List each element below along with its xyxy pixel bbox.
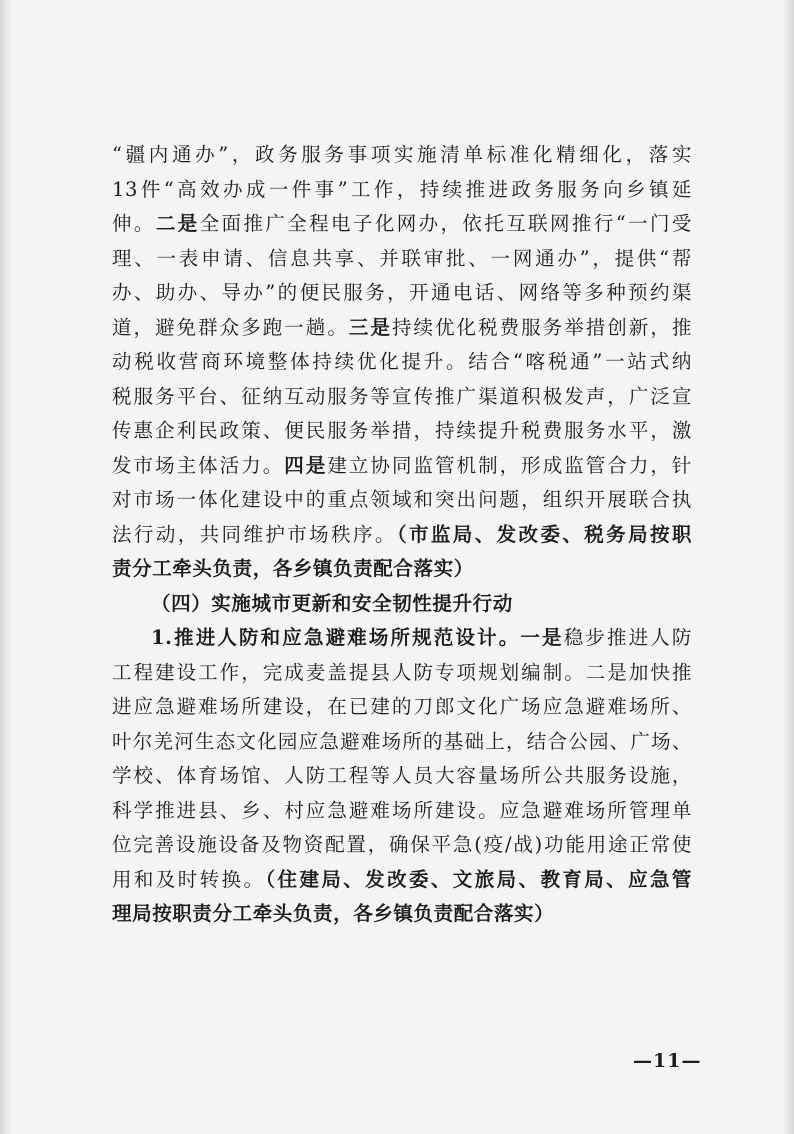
text-line xyxy=(112,518,692,553)
text-line xyxy=(112,207,692,242)
text-run: 科学推进县、乡、村应急避难场所建设。应急避难场所管理单 xyxy=(112,798,692,822)
text-run: 进应急避难场所建设，在已建的刀郎文化广场应急避难场所、 xyxy=(112,695,692,718)
bold-text-run: 二是 xyxy=(155,212,200,235)
text-run: 持续优化税费服务举措创新，推 xyxy=(391,315,692,339)
text-run: 工程建设工作，完成麦盖提县人防专项规划编制。二是加快推 xyxy=(112,660,692,684)
scan-edge-left xyxy=(0,0,12,1134)
bold-text-run: 一是 xyxy=(520,626,564,649)
text-run: 道，避免群众多跑一趟。 xyxy=(112,315,349,339)
section-heading xyxy=(112,587,692,622)
text-line xyxy=(112,863,692,898)
text-line xyxy=(112,897,692,932)
bold-text-run: 责分工牵头负责，各乡镇负责配合落实） xyxy=(112,557,474,580)
document-body xyxy=(112,138,692,932)
text-run: 稳步推进人防 xyxy=(563,626,692,649)
bold-text-run: （市监局、发改委、税务局按职 xyxy=(396,522,692,546)
text-run: 叶尔羌河生态文化园应急避难场所的基础上，结合公园、广场、 xyxy=(112,729,692,753)
scan-edge-right xyxy=(782,0,794,1134)
text-run: 传惠企利民政策、便民服务举措，持续提升税费服务水平，激 xyxy=(112,419,692,442)
text-run: 全面推广全程电子化网办，依托互联网推行“一门受 xyxy=(199,212,692,235)
text-run: 办、助办、导办”的便民服务，开通电话、网络等多种预约渠 xyxy=(112,281,692,304)
text-line xyxy=(112,380,692,415)
bold-text-run: （四）实施城市更新和安全韧性提升行动 xyxy=(151,591,513,615)
text-run: 理、一表申请、信息共享、并联审批、一网通办”，提供“帮 xyxy=(112,246,692,270)
text-line xyxy=(112,173,692,208)
text-run: 用和及时转换。 xyxy=(112,867,266,891)
text-run: 发市场主体活力。 xyxy=(112,453,285,477)
text-line xyxy=(112,414,692,449)
text-line xyxy=(112,552,692,587)
text-run: “疆内通办”，政务服务事项实施清单标准化精细化，落实 xyxy=(112,143,692,166)
text-run: 位完善设施设备及物资配置，确保平急(疫/战)功能用途正常使 xyxy=(112,833,692,856)
text-line xyxy=(112,828,692,863)
text-line xyxy=(112,345,692,380)
text-line xyxy=(112,311,692,346)
text-line xyxy=(112,794,692,829)
bold-text-run: 1.推进人防和应急避难场所规范设计。 xyxy=(151,626,521,649)
text-run: 动税收营商环境整体持续优化提升。结合“喀税通”一站式纳 xyxy=(112,350,692,373)
bold-text-run: 三是 xyxy=(348,315,392,339)
text-line xyxy=(112,690,692,725)
text-line xyxy=(112,621,692,656)
text-line xyxy=(112,656,692,691)
text-line xyxy=(112,138,692,173)
text-run: 13件“高效办成一件事”工作，持续推进政务服务向乡镇延 xyxy=(112,177,692,201)
text-run: 法行动，共同维护市场秩序。 xyxy=(112,522,397,546)
text-line xyxy=(112,276,692,311)
text-run: 建立协同监管机制，形成监管合力，针 xyxy=(327,453,692,477)
text-line xyxy=(112,242,692,277)
text-run: 伸。 xyxy=(112,212,156,235)
text-line xyxy=(112,449,692,484)
text-run: 学校、体育场馆、人防工程等人员大容量场所公共服务设施， xyxy=(112,764,692,787)
text-line xyxy=(112,759,692,794)
text-run: 税服务平台、征纳互动服务等宣传推广渠道积极发声，广泛宣 xyxy=(112,384,692,408)
text-line xyxy=(112,483,692,518)
bold-text-run: （住建局、发改委、文旅局、教育局、应急管 xyxy=(265,867,692,891)
text-line xyxy=(112,725,692,760)
text-run: 对市场一体化建设中的重点领域和突出问题，组织开展联合执 xyxy=(112,488,692,511)
page-number: —11— xyxy=(633,1050,702,1072)
bold-text-run: 四是 xyxy=(284,453,328,477)
bold-text-run: 理局按职责分工牵头负责，各乡镇负责配合落实） xyxy=(112,902,555,925)
